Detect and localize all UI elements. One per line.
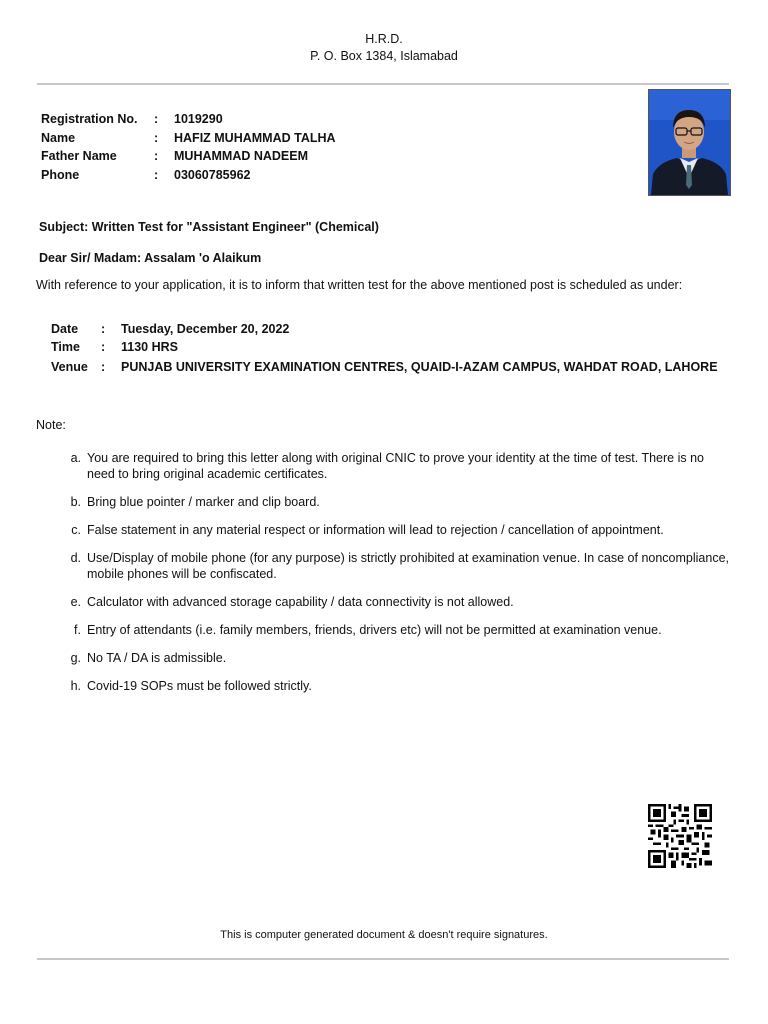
footer-note: This is computer generated document & doesn't require signatures.: [220, 929, 548, 941]
footer-divider: [37, 958, 729, 960]
list-marker: b.: [70, 495, 81, 509]
qr-code-icon: [646, 804, 714, 868]
applicant-info: [41, 110, 336, 184]
list-text: False statement in any material respect or information will lead to rejection / cancellation of appointment.: [87, 523, 664, 537]
notes-list: [60, 450, 730, 706]
father-name-label: Father Name: [41, 149, 117, 164]
applicant-photo: [648, 89, 731, 196]
list-item: [60, 522, 730, 538]
name-value: HAFIZ MUHAMMAD TALHA: [174, 130, 336, 145]
venue-value: PUNJAB UNIVERSITY EXAMINATION CENTRES, QUAID-I-AZAM CAMPUS, WAHDAT ROAD, LAHORE: [121, 360, 718, 374]
separator: :: [154, 167, 159, 182]
list-marker: a.: [70, 451, 81, 465]
venue-label: Venue: [51, 360, 88, 374]
registration-label: Registration No.: [41, 112, 138, 127]
father-name-row: [41, 147, 336, 166]
name-label: Name: [41, 130, 76, 145]
list-text: Use/Display of mobile phone (for any purpose) is strictly prohibited at examination venue. In case of noncompliance, mobile phones will be confiscated.: [87, 551, 730, 581]
schedule-row-venue: [51, 359, 721, 375]
intro-paragraph: With reference to your application, it is to inform that written test for the above mentioned post is scheduled as under:: [36, 278, 683, 292]
person-photo-icon: [649, 90, 730, 195]
separator: :: [101, 360, 106, 374]
header-divider: [37, 83, 729, 85]
schedule-table: [51, 322, 721, 375]
name-row: [41, 129, 336, 148]
list-text: Covid-19 SOPs must be followed strictly.: [87, 679, 312, 693]
list-marker: h.: [70, 679, 81, 693]
list-marker: e.: [70, 595, 81, 609]
org-name: H.R.D.: [365, 32, 403, 46]
list-item: [60, 678, 730, 694]
greeting: Dear Sir/ Madam: Assalam 'o Alaikum: [39, 251, 262, 265]
subject-line: Subject: Written Test for "Assistant Engineer" (Chemical): [39, 220, 379, 234]
phone-label: Phone: [41, 167, 80, 182]
list-item: [60, 622, 730, 638]
list-item: [60, 494, 730, 510]
registration-row: [41, 110, 336, 129]
list-marker: g.: [70, 651, 81, 665]
list-marker: d.: [70, 551, 81, 565]
list-marker: f.: [74, 623, 81, 637]
time-value: 1130 HRS: [121, 340, 178, 354]
schedule-row-time: [51, 340, 721, 359]
phone-value: 03060785962: [174, 167, 251, 182]
list-marker: c.: [71, 523, 81, 537]
list-text: No TA / DA is admissible.: [87, 651, 227, 665]
time-label: Time: [51, 340, 80, 354]
separator: :: [101, 340, 106, 354]
separator: :: [154, 112, 159, 127]
list-text: Calculator with advanced storage capability / data connectivity is not allowed.: [87, 595, 514, 609]
org-address: P. O. Box 1384, Islamabad: [310, 49, 458, 63]
separator: :: [101, 322, 106, 336]
schedule-row-date: [51, 322, 721, 340]
separator: :: [154, 149, 159, 164]
list-item: [60, 550, 730, 582]
list-item: [60, 650, 730, 666]
date-label: Date: [51, 322, 79, 336]
list-item: [60, 594, 730, 610]
list-text: You are required to bring this letter along with original CNIC to prove your identity at the time of test. There is no need to bring original academic certificates.: [87, 451, 704, 481]
note-heading: Note:: [36, 418, 66, 432]
list-text: Bring blue pointer / marker and clip board.: [87, 495, 320, 509]
separator: :: [154, 130, 159, 145]
date-value: Tuesday, December 20, 2022: [121, 322, 290, 336]
phone-row: [41, 166, 336, 185]
father-name-value: MUHAMMAD NADEEM: [174, 149, 309, 164]
list-item: [60, 450, 730, 482]
registration-value: 1019290: [174, 112, 223, 127]
list-text: Entry of attendants (i.e. family members, friends, drivers etc) will not be permitted at examination venue.: [87, 623, 662, 637]
